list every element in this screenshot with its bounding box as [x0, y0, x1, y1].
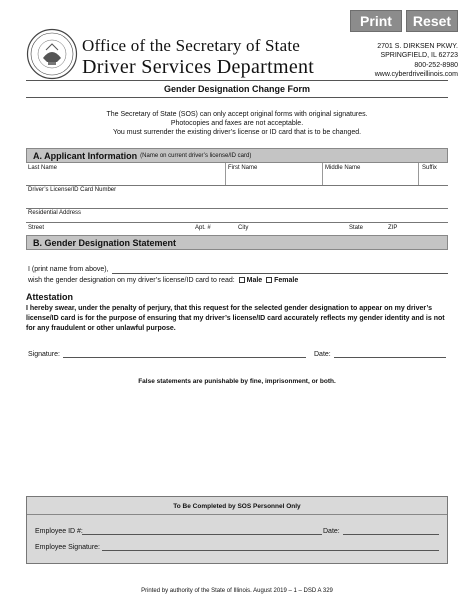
- print-name-label: I (print name from above),: [28, 266, 109, 273]
- apt-label: Apt. #: [195, 225, 211, 231]
- dl-number-label: Driver’s License/ID Card Number: [28, 187, 117, 193]
- street-label: Street: [28, 225, 45, 231]
- footer-text: Printed by authority of the State of Illinois. August 2019 – 1 – DSD A 329: [141, 588, 333, 594]
- address-block: [375, 42, 458, 79]
- form-title: Gender Designation Change Form: [163, 84, 311, 94]
- phone-number: 800-252-8980: [414, 61, 458, 69]
- illinois-seal-icon: [26, 28, 78, 80]
- website[interactable]: www.cyberdriveillinois.com: [374, 70, 458, 78]
- sos-date-label: Date:: [323, 528, 340, 535]
- residential-address-field-line[interactable]: [26, 222, 448, 223]
- male-checkbox[interactable]: [239, 277, 245, 283]
- city-label: City: [238, 225, 249, 231]
- residential-address-label: Residential Address: [28, 210, 82, 216]
- address-line: 2701 S. DIRKSEN PKWY.: [377, 43, 458, 50]
- last-name-label: Last Name: [28, 165, 58, 171]
- section-b-header: [26, 235, 448, 250]
- intro-line: You must surrender the existing driver’s license or ID card that is to be changed.: [112, 129, 362, 136]
- employee-id-label: Employee ID #:: [35, 528, 83, 535]
- intro-line: Photocopies and faxes are not acceptable.: [170, 120, 304, 127]
- section-b-title: B. Gender Designation Statement: [33, 237, 177, 248]
- date-field[interactable]: [334, 357, 446, 358]
- sos-date-field[interactable]: [343, 534, 439, 535]
- sos-box-title: To Be Completed by SOS Personnel Only: [173, 503, 301, 510]
- intro-line: The Secretary of State (SOS) can only accept original forms with original signatures.: [106, 111, 368, 118]
- department-title: Driver Services Department: [82, 56, 315, 78]
- attestation-body: I hereby swear, under the penalty of perjury, that this request for the selected gender designation to appear on my driver’s license/ID card is for the purpose of ensuring that my driver’s license/ID card accurately reflects my gender identity and is not for any fraudulent or other unlawful purpose.: [26, 305, 445, 332]
- section-a-subtitle: (Name on current driver’s license/ID card): [140, 152, 252, 159]
- female-label: Female: [274, 277, 299, 284]
- section-a-header: [26, 148, 448, 163]
- sos-box-divider: [27, 514, 447, 515]
- female-checkbox[interactable]: [266, 277, 272, 283]
- employee-id-field[interactable]: [82, 534, 322, 535]
- address-line: SPRINGFIELD, IL 62723: [380, 52, 458, 60]
- field-divider: [418, 163, 419, 185]
- header: [26, 28, 458, 80]
- signature-field[interactable]: [63, 357, 306, 358]
- name-field-line[interactable]: [26, 185, 448, 186]
- divider: [26, 80, 448, 81]
- male-label: Male: [246, 277, 263, 284]
- state-label: State: [349, 225, 364, 231]
- field-divider: [322, 163, 323, 185]
- gender-wish-text: wish the gender designation on my driver’s license/ID card to read:: [28, 277, 235, 284]
- dl-number-field-line[interactable]: [26, 208, 448, 209]
- signature-label: Signature:: [28, 351, 60, 358]
- print-name-field[interactable]: [112, 273, 448, 274]
- attestation-title: Attestation: [26, 292, 73, 302]
- print-button[interactable]: Print: [350, 10, 402, 32]
- office-title: Office of the Secretary of State: [82, 36, 301, 55]
- zip-label: ZIP: [388, 225, 398, 231]
- section-a-title: A. Applicant Information: [33, 150, 138, 161]
- false-statement-warning: False statements are punishable by fine, imprisonment, or both.: [138, 378, 336, 385]
- divider: [26, 97, 448, 98]
- employee-signature-field[interactable]: [102, 550, 439, 551]
- employee-signature-label: Employee Signature:: [35, 544, 100, 551]
- gender-wish-row: [28, 277, 298, 284]
- intro-text: [0, 110, 474, 137]
- middle-name-label: Middle Name: [325, 165, 361, 171]
- first-name-label: First Name: [228, 165, 258, 171]
- date-label: Date:: [314, 351, 331, 358]
- sos-personnel-box: [26, 496, 448, 564]
- reset-button[interactable]: Reset: [406, 10, 458, 32]
- suffix-label: Suffix: [422, 165, 437, 171]
- field-divider: [225, 163, 226, 185]
